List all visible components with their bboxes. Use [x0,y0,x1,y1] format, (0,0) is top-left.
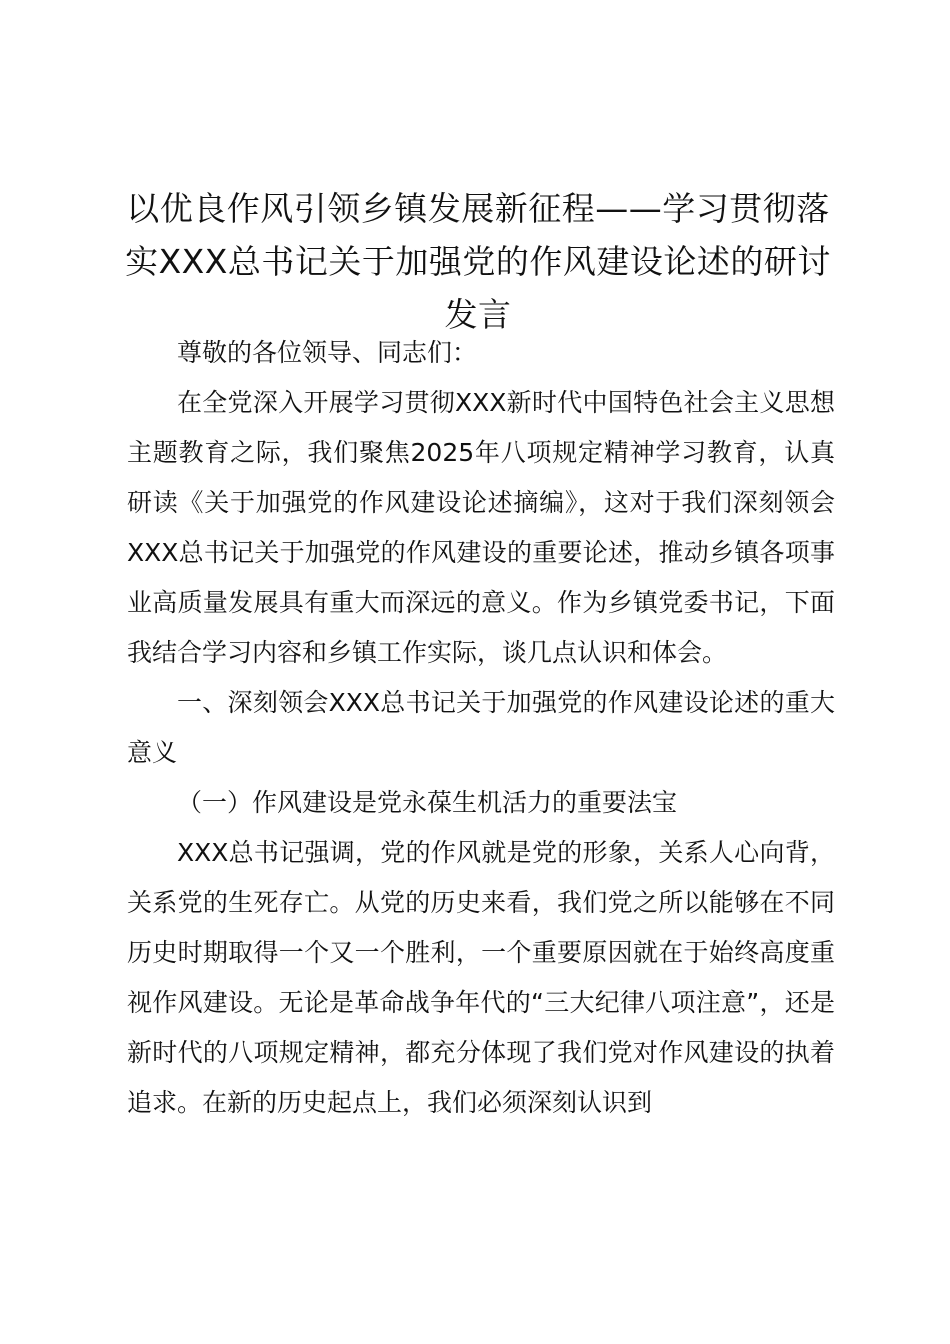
document-body [127,328,835,1128]
document-title: 以优良作风引领乡镇发展新征程——学习贯彻落实XXX总书记关于加强党的作风建设论述的研讨发言 [125,189,831,334]
subsection-heading: （一）作风建设是党永葆生机活力的重要法宝 [177,788,678,817]
body-paragraph: XXX总书记强调，党的作风就是党的形象，关系人心向背，关系党的生死存亡。从党的历史来看，我们党之所以能够在不同历史时期取得一个又一个胜利，一个重要原因就在于始终高度重视作风建设。无论是革命战争年代的“三大纪律八项注意”，还是新时代的八项规定精神，都充分体现了我们党对作风建设的执着追求。在新的历史起点上，我们必须深刻认识到 [127,838,835,1117]
section-heading: 一、深刻领会XXX总书记关于加强党的作风建设论述的重大意义 [127,688,835,767]
intro-paragraph: 在全党深入开展学习贯彻XXX新时代中国特色社会主义思想主题教育之际，我们聚焦2025年八项规定精神学习教育，认真研读《关于加强党的作风建设论述摘编》，这对于我们深刻领会XXX总书记关于加强党的作风建设的重要论述，推动乡镇各项事业高质量发展具有重大而深远的意义。作为乡镇党委书记，下面我结合学习内容和乡镇工作实际，谈几点认识和体会。 [127,388,835,667]
salutation: 尊敬的各位领导、同志们： [177,338,478,367]
